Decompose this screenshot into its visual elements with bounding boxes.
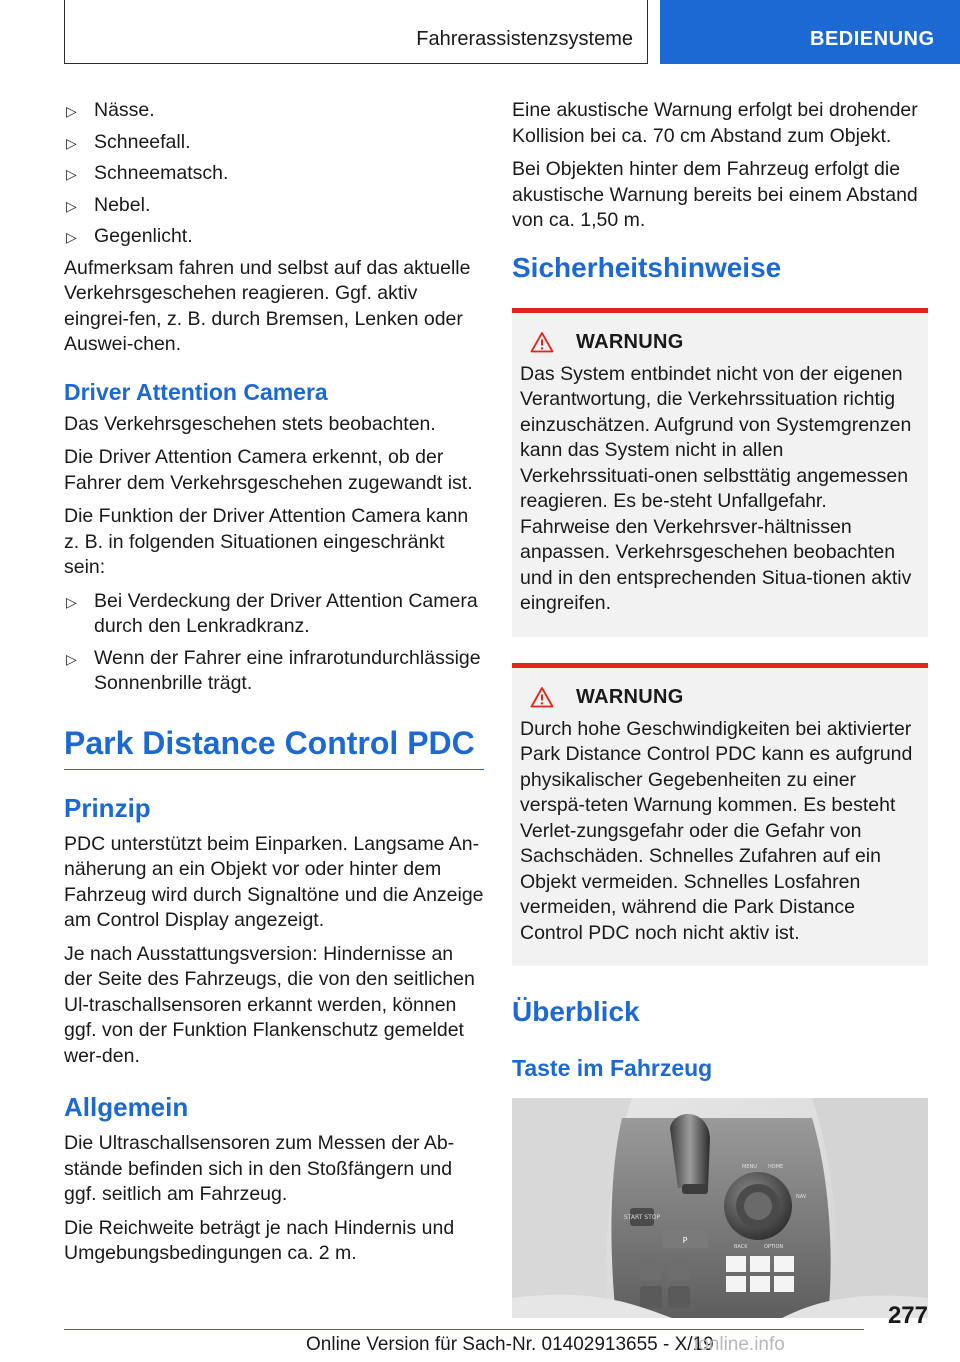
paragraph: Die Ultraschallsensoren zum Messen der Ab-stände befinden sich in den Stoßfängern und ggf. seitlich am Fahrzeug. xyxy=(64,1132,455,1205)
triangle-bullet-icon: ▷ xyxy=(66,134,77,151)
menu-label: MENU xyxy=(742,1164,757,1170)
paragraph: PDC unterstützt beim Einparken. Langsame An-näherung an ein Objekt vor oder hinter dem Fahrzeug wird durch Signaltöne und die Anzeige am Control Display angezeigt. xyxy=(64,832,484,931)
heading-prinzip: Prinzip xyxy=(64,792,151,823)
heading-taste-im-fahrzeug: Taste im Fahrzeug xyxy=(512,1055,713,1081)
home-label: HOME xyxy=(768,1164,784,1170)
list-item: ▷ Nebel. xyxy=(64,193,484,219)
triangle-bullet-icon: ▷ xyxy=(66,593,77,610)
warning-box xyxy=(512,308,928,637)
warning-header xyxy=(520,686,920,709)
right-column xyxy=(512,98,928,1323)
warning-text: Durch hohe Geschwindigkeiten bei aktivierter Park Distance Control PDC kann es aufgrund physikalischer Gegebenheiten zu einer verspä-teten Warnung kommen. Es besteht Verlet-zungsgefahr oder die Gefahr von Sachschäden. Schnelles Zufahren auf ein Objekt vermeiden. Schnelles Losfahren vermeiden, während die Park Distance Control PDC noch nicht aktiv ist. xyxy=(520,717,913,944)
paragraph: Eine akustische Warnung erfolgt bei drohender Kollision bei ca. 70 cm Abstand zum Objekt. xyxy=(512,99,918,147)
paragraph: Bei Objekten hinter dem Fahrzeug erfolgt die akustische Warnung bereits bei einem Abstand von ca. 1,50 m. xyxy=(512,158,918,231)
warning-text: Das System entbindet nicht von der eigenen Verantwortung, die Verkehrssituation richtig einzuschätzen. Aufgrund von Systemgrenzen kann das System nicht in allen Verkehrssituati-onen selbsttätig angemessen reagieren. Es be-steht Unfallgefahr. Fahrweise den Verkehrsver-hältnissen anpassen. Verkehrsgeschehen beobachten und in den entsprechenden Situa-tionen aktiv eingreifen. xyxy=(520,362,912,614)
paragraph: Das Verkehrsgeschehen stets beobachten. xyxy=(64,412,436,435)
weather-bullet-list xyxy=(64,98,484,250)
heading-park-distance-control: Park Distance Control PDC xyxy=(64,723,484,770)
warning-triangle-icon xyxy=(530,331,554,353)
paragraph: Die Funktion der Driver Attention Camera kann z. B. in folgenden Situationen eingeschränkt sein: xyxy=(64,505,469,578)
heading-ueberblick: Überblick xyxy=(512,996,640,1027)
list-item: ▷ Wenn der Fahrer eine infrarotundurchlässige Sonnenbrille trägt. xyxy=(66,646,481,694)
center-console-photo xyxy=(512,1098,928,1318)
camera-restriction-list xyxy=(64,589,484,697)
triangle-bullet-icon: ▷ xyxy=(66,197,77,214)
header-section-title: Fahrerassistenzsysteme xyxy=(416,28,633,50)
paragraph: Je nach Ausstattungsversion: Hindernisse an der Seite des Fahrzeugs, die von den seitlichen Ul-traschallsensoren erkannt werden, können ggf. von der Funktion Flankenschutz gemeldet wer-den. xyxy=(64,942,475,1067)
option-label: OPTION xyxy=(764,1244,784,1250)
header-chapter-title: BEDIENUNG xyxy=(810,28,935,50)
paragraph: Aufmerksam fahren und selbst auf das aktuelle Verkehrsgeschehen reagieren. Ggf. aktiv eingrei-fen, z. B. durch Bremsen, Lenken oder Auswei-chen. xyxy=(64,256,471,355)
list-item: ▷ Schneefall. xyxy=(64,130,484,156)
heading-allgemein: Allgemein xyxy=(64,1092,189,1122)
triangle-bullet-icon: ▷ xyxy=(66,650,77,667)
warning-header xyxy=(520,331,920,354)
park-p-label: P xyxy=(682,1236,688,1245)
warning-triangle-icon xyxy=(530,686,554,708)
footer-online-version: Online Version für Sach-Nr. 01402913655 - X/19 xyxy=(306,1334,714,1355)
back-label: BACK xyxy=(734,1244,748,1250)
warning-box xyxy=(512,663,928,967)
heading-sicherheitshinweise: Sicherheitshinweise xyxy=(512,251,782,283)
list-item: ▷ Bei Verdeckung der Driver Attention Camera durch den Lenkradkranz. xyxy=(66,589,478,637)
footer-watermark: ionline.info xyxy=(694,1334,785,1355)
paragraph: Die Reichweite beträgt je nach Hindernis und Umgebungsbedingungen ca. 2 m. xyxy=(64,1216,455,1264)
left-column xyxy=(64,98,484,1275)
triangle-bullet-icon: ▷ xyxy=(66,166,77,182)
footer-divider xyxy=(64,1329,864,1330)
page-number: 277 xyxy=(887,1302,928,1329)
nav-label: NAV xyxy=(796,1194,807,1200)
header-section-box xyxy=(64,0,648,64)
header-chapter-box xyxy=(660,0,960,64)
heading-driver-attention-camera: Driver Attention Camera xyxy=(64,378,328,405)
list-item: ▷ Schneematsch. xyxy=(64,161,484,187)
triangle-bullet-icon: ▷ xyxy=(66,103,77,119)
warning-title: WARNUNG xyxy=(576,330,684,353)
list-item: ▷ Gegenlicht. xyxy=(64,224,484,250)
warning-title: WARNUNG xyxy=(576,685,684,708)
list-item: ▷ Nässe. xyxy=(64,98,484,124)
start-stop-label: START STOP xyxy=(623,1214,661,1221)
paragraph: Die Driver Attention Camera erkennt, ob der Fahrer dem Verkehrsgeschehen zugewandt ist. xyxy=(64,446,473,494)
triangle-bullet-icon: ▷ xyxy=(66,229,77,245)
